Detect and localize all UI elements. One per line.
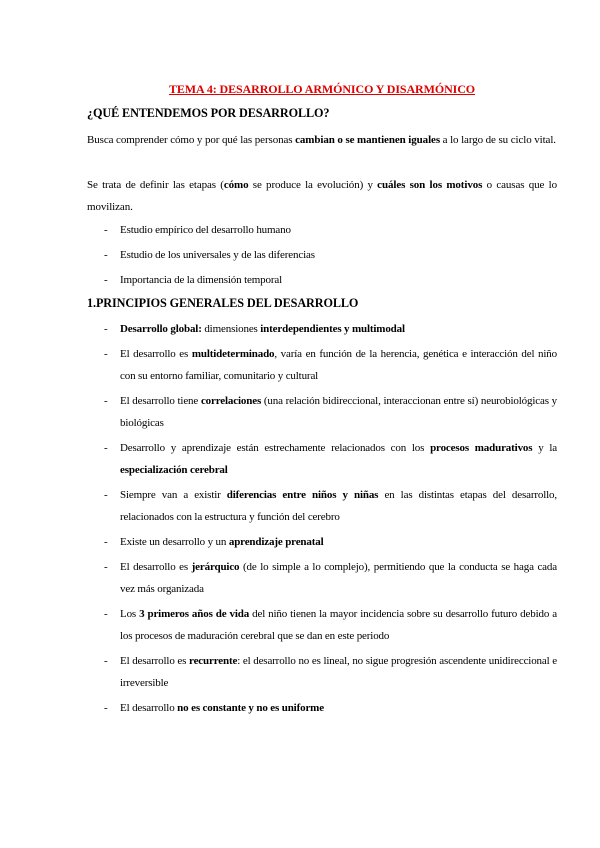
text-span: El desarrollo tiene [120, 395, 201, 407]
bullet-dash: - [104, 274, 108, 286]
bold-span: multideterminado [191, 348, 275, 360]
bold-span: diferencias entre niños y niñas [226, 489, 379, 501]
bullet-dash: - [104, 348, 108, 360]
bullet-dash: - [104, 536, 108, 548]
principles-list [87, 318, 557, 719]
text-span: El desarrollo es [120, 348, 192, 360]
text-span: a lo largo de su ciclo vital. [440, 134, 556, 146]
text-span: o causas que lo movilizan. [87, 179, 557, 213]
text-span: El desarrollo es [120, 561, 192, 573]
page-title: TEMA 4: DESARROLLO ARMÓNICO Y DISARMÓNICO [168, 82, 476, 96]
text-span: en las distintas etapas del desarrollo, relacionados con la estructura y función del cerebro [120, 489, 557, 523]
bold-span: aprendizaje prenatal [228, 536, 324, 548]
bold-span: correlaciones [200, 395, 262, 407]
text-span: Siempre van a existir [120, 489, 227, 501]
list-item [87, 531, 557, 553]
text-span: dimensiones [201, 323, 261, 335]
bold-span: cuáles son los motivos [377, 179, 483, 191]
section-heading-principles: 1.PRINCIPIOS GENERALES DEL DESARROLLO [87, 296, 359, 310]
bold-span: 3 primeros años de vida [139, 608, 250, 620]
bullet-dash: - [104, 442, 108, 454]
bullet-dash: - [104, 561, 108, 573]
bold-span: recurrente [189, 655, 238, 667]
bold-span: cómo [223, 179, 249, 191]
bold-span: Desarrollo global: [120, 323, 202, 335]
text-span: se produce la evolución) y [248, 179, 378, 191]
list-item-text: Importancia de la dimensión temporal [120, 274, 282, 286]
bullet-dash: - [104, 608, 108, 620]
list-item [87, 437, 557, 481]
bullet-dash: - [104, 323, 108, 335]
text-span: (de lo simple a lo complejo), permitiendo que la conducta se haga cada vez más organizada [120, 561, 557, 595]
bold-span: especialización cerebral [120, 464, 228, 476]
list-item [87, 484, 557, 528]
bullet-dash: - [104, 224, 108, 236]
paragraph-stages [87, 174, 557, 218]
text-span: (una relación bidireccional, interaccionan entre sí) neurobiológicas y biológicas [120, 395, 557, 429]
text-span: : el desarrollo no es lineal, no sigue progresión ascendente unidireccional e irreversible [120, 655, 558, 689]
bullet-dash: - [104, 702, 108, 714]
list-item [87, 219, 557, 241]
list-item [87, 390, 557, 434]
list-item [87, 556, 557, 600]
text-span: del niño tienen la mayor incidencia sobre su desarrollo futuro debido a los procesos de maduración cerebral que se dan en este periodo [120, 608, 557, 642]
text-span: Se trata de definir las etapas ( [87, 179, 224, 191]
bold-span: cambian o se mantienen iguales [295, 134, 441, 146]
list-item [87, 244, 557, 266]
list-item [87, 650, 557, 694]
list-item-text: Estudio de los universales y de las diferencias [120, 249, 315, 261]
text-span: Existe un desarrollo y un [120, 536, 229, 548]
bullet-dash: - [104, 655, 108, 667]
bold-span: no es constante y no es uniforme [177, 702, 324, 714]
list-item [87, 318, 557, 340]
text-span: , varía en función de la herencia, genética e interacción del niño con su entorno familiar, comunitario y cultural [120, 348, 557, 382]
text-span: y la [532, 442, 557, 454]
list-item-text: Estudio empírico del desarrollo humano [120, 224, 291, 236]
paragraph-definition [87, 129, 557, 151]
list-item [87, 269, 557, 291]
text-span: El desarrollo es [120, 655, 190, 667]
study-aspects-list [87, 219, 557, 291]
text-span: El desarrollo [120, 702, 178, 714]
section-heading-development: ¿QUÉ ENTENDEMOS POR DESARROLLO? [87, 106, 330, 120]
bullet-dash: - [104, 489, 108, 501]
text-span: Los [120, 608, 140, 620]
list-item [87, 343, 557, 387]
text-span: Desarrollo y aprendizaje están estrechamente relacionados con los [120, 442, 431, 454]
bold-span: jerárquico [191, 561, 240, 573]
bullet-dash: - [104, 249, 108, 261]
bold-span: interdependientes y multimodal [260, 323, 405, 335]
list-item [87, 603, 557, 647]
list-item [87, 697, 557, 719]
bullet-dash: - [104, 395, 108, 407]
text-span: Busca comprender cómo y por qué las personas [87, 134, 296, 146]
bold-span: procesos madurativos [430, 442, 533, 454]
